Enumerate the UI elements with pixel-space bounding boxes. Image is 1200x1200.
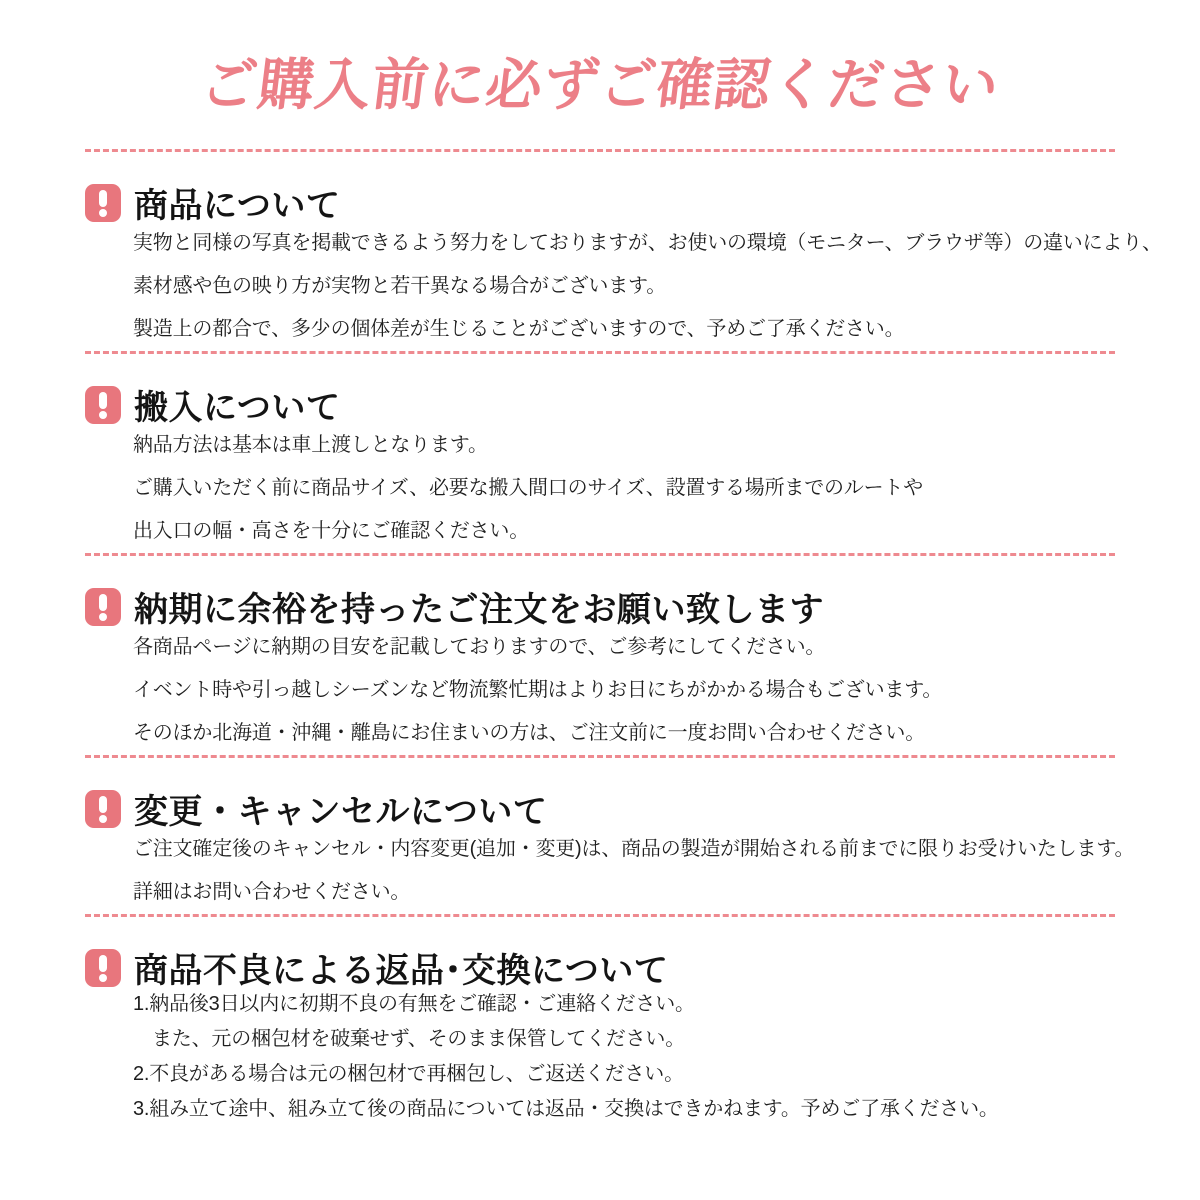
body-line: そのほか北海道・沖縄・離島にお住まいの方は、ご注文前に一度お問い合わせください。 <box>133 721 925 744</box>
dashed-divider <box>85 553 1115 556</box>
section-heading: 商品不良による返品･交換について <box>134 952 669 991</box>
section-heading: 変更・キャンセルについて <box>134 793 548 832</box>
dashed-divider <box>85 149 1115 152</box>
body-line: イベント時や引っ越しシーズンなど物流繁忙期はよりお日にちがかかる場合もございます。 <box>133 678 943 701</box>
section-body <box>133 424 1115 553</box>
section-body <box>133 626 1115 755</box>
body-line: 各商品ページに納期の目安を記載しておりますので、ご参考にしてください。 <box>133 635 826 658</box>
section-heading: 搬入について <box>134 389 341 428</box>
exclamation-icon <box>85 386 121 424</box>
section-body <box>133 828 1135 914</box>
section-heading: 納期に余裕を持ったご注文をお願い致します <box>134 591 824 630</box>
section-head <box>85 790 1115 832</box>
section-head <box>85 949 1115 991</box>
body-line: ご購入いただく前に商品サイズ、必要な搬入間口のサイズ、設置する場所までのルートや <box>133 476 923 499</box>
body-line: 3.組み立て途中、組み立て後の商品については返品・交換はできかねます。予めご了承ください。 <box>133 1097 999 1120</box>
body-line: 詳細はお問い合わせください。 <box>133 880 411 903</box>
section-head <box>85 588 1115 630</box>
body-line: 素材感や色の映り方が実物と若干異なる場合がございます。 <box>133 274 666 297</box>
section-head <box>85 386 1115 428</box>
section-body <box>133 987 1115 1127</box>
body-line: ご注文確定後のキャンセル・内容変更(追加・変更)は、商品の製造が開始される前までに限りお受けいたします。 <box>133 837 1135 860</box>
section-heading: 商品について <box>134 187 341 226</box>
body-line: 出入口の幅・高さを十分にご確認ください。 <box>133 519 529 542</box>
body-line: 製造上の都合で、多少の個体差が生じることがございますので、予めご了承ください。 <box>133 317 905 340</box>
section-delivery <box>85 386 1115 553</box>
section-about-product <box>85 184 1162 351</box>
exclamation-icon <box>85 588 121 626</box>
section-change-cancel <box>85 790 1135 914</box>
dashed-divider <box>85 755 1115 758</box>
body-line: また、元の梱包材を破棄せず、そのまま保管してください。 <box>152 1027 685 1050</box>
body-line: 2.不良がある場合は元の梱包材で再梱包し、ご返送ください。 <box>133 1062 684 1085</box>
exclamation-icon <box>85 790 121 828</box>
section-body <box>133 222 1162 351</box>
body-line: 1.納品後3日以内に初期不良の有無をご確認・ご連絡ください。 <box>133 992 695 1015</box>
section-lead-time <box>85 588 1115 755</box>
dashed-divider <box>85 351 1115 354</box>
body-line: 実物と同様の写真を掲載できるよう努力をしておりますが、お使いの環境（モニター、ブラウザ等）の違いにより、 <box>133 231 1162 254</box>
page-title: ご購入前に必ずご確認ください <box>197 53 1003 116</box>
dashed-divider <box>85 914 1115 917</box>
exclamation-icon <box>85 184 121 222</box>
section-return-exchange <box>85 949 1115 1127</box>
exclamation-icon <box>85 949 121 987</box>
section-head <box>85 184 1115 226</box>
body-line: 納品方法は基本は車上渡しとなります。 <box>133 433 488 456</box>
